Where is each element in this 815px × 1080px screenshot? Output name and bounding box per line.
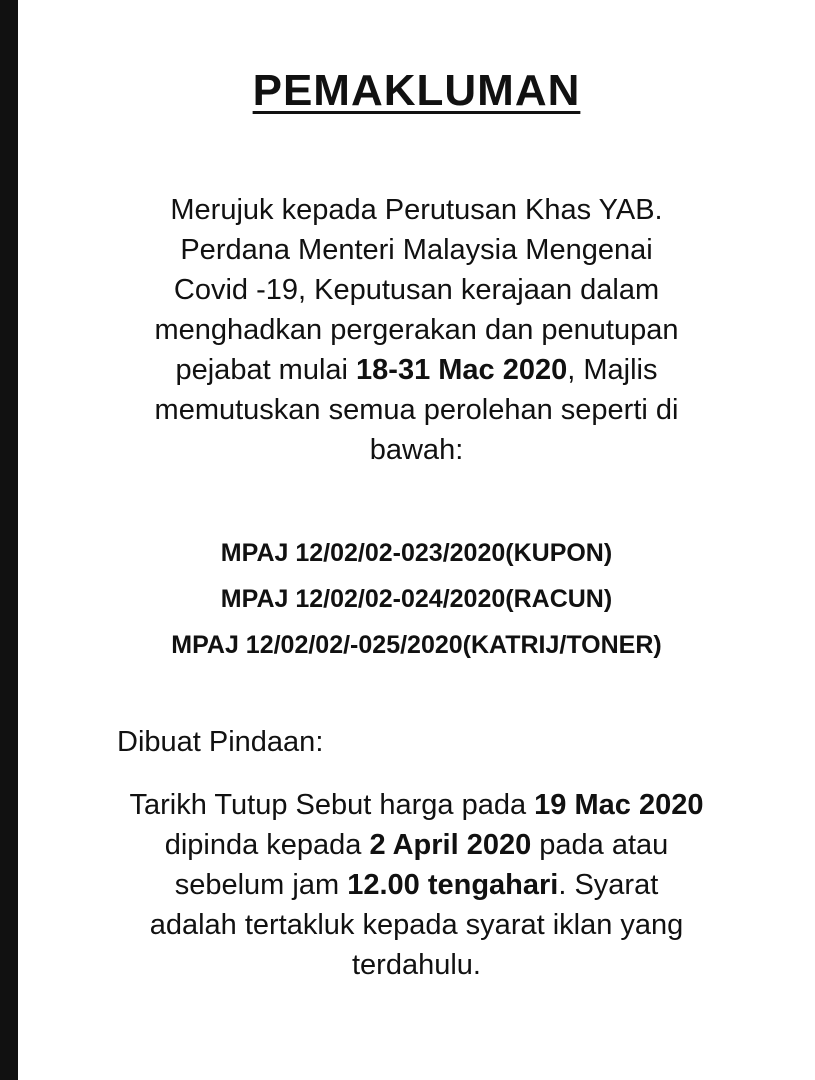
amendment-text: . Syarat: [558, 869, 659, 901]
amendment-line: [68, 785, 765, 825]
intro-line: memutuskan semua perolehan seperti di: [154, 394, 679, 426]
reference-list: [18, 530, 815, 668]
intro-text: pejabat mulai: [175, 354, 357, 386]
original-closing-date: 19 Mac 2020: [534, 789, 704, 821]
amendment-line: [68, 865, 765, 905]
intro-line: Perdana Menteri Malaysia Mengenai: [180, 234, 653, 266]
amendment-heading: Dibuat Pindaan:: [117, 726, 324, 758]
reference-item-katrij-toner: MPAJ 12/02/02/-025/2020(KATRIJ/TONER): [171, 631, 662, 659]
amendment-paragraph: [68, 785, 765, 985]
amendment-line: adalah tertakluk kepada syarat iklan yang: [149, 909, 684, 941]
amendment-text: sebelum jam: [174, 869, 348, 901]
left-border-bar: [0, 0, 18, 1080]
intro-line: [68, 350, 765, 390]
page-title: PEMAKLUMAN: [252, 66, 581, 115]
intro-text: , Majlis: [567, 354, 658, 386]
intro-line: menghadkan pergerakan dan penutupan: [154, 314, 679, 346]
intro-line: bawah:: [369, 434, 464, 466]
reference-item-racun: MPAJ 12/02/02-024/2020(RACUN): [220, 585, 613, 613]
amendment-line: [68, 825, 765, 865]
closure-date-range: 18-31 Mac 2020: [356, 354, 568, 386]
intro-paragraph: [68, 190, 765, 470]
amendment-line: terdahulu.: [352, 949, 481, 981]
intro-line: Merujuk kepada Perutusan Khas YAB.: [170, 194, 663, 226]
amendment-text: pada atau: [531, 829, 669, 861]
reference-item-kupon: MPAJ 12/02/02-023/2020(KUPON): [220, 539, 613, 567]
amendment-text: Tarikh Tutup Sebut harga pada: [129, 789, 535, 821]
intro-line: Covid -19, Keputusan kerajaan dalam: [173, 274, 660, 306]
amendment-text: dipinda kepada: [164, 829, 370, 861]
notice-page: [18, 0, 815, 1080]
new-closing-date: 2 April 2020: [369, 829, 532, 861]
closing-time: 12.00 tengahari: [347, 869, 559, 901]
